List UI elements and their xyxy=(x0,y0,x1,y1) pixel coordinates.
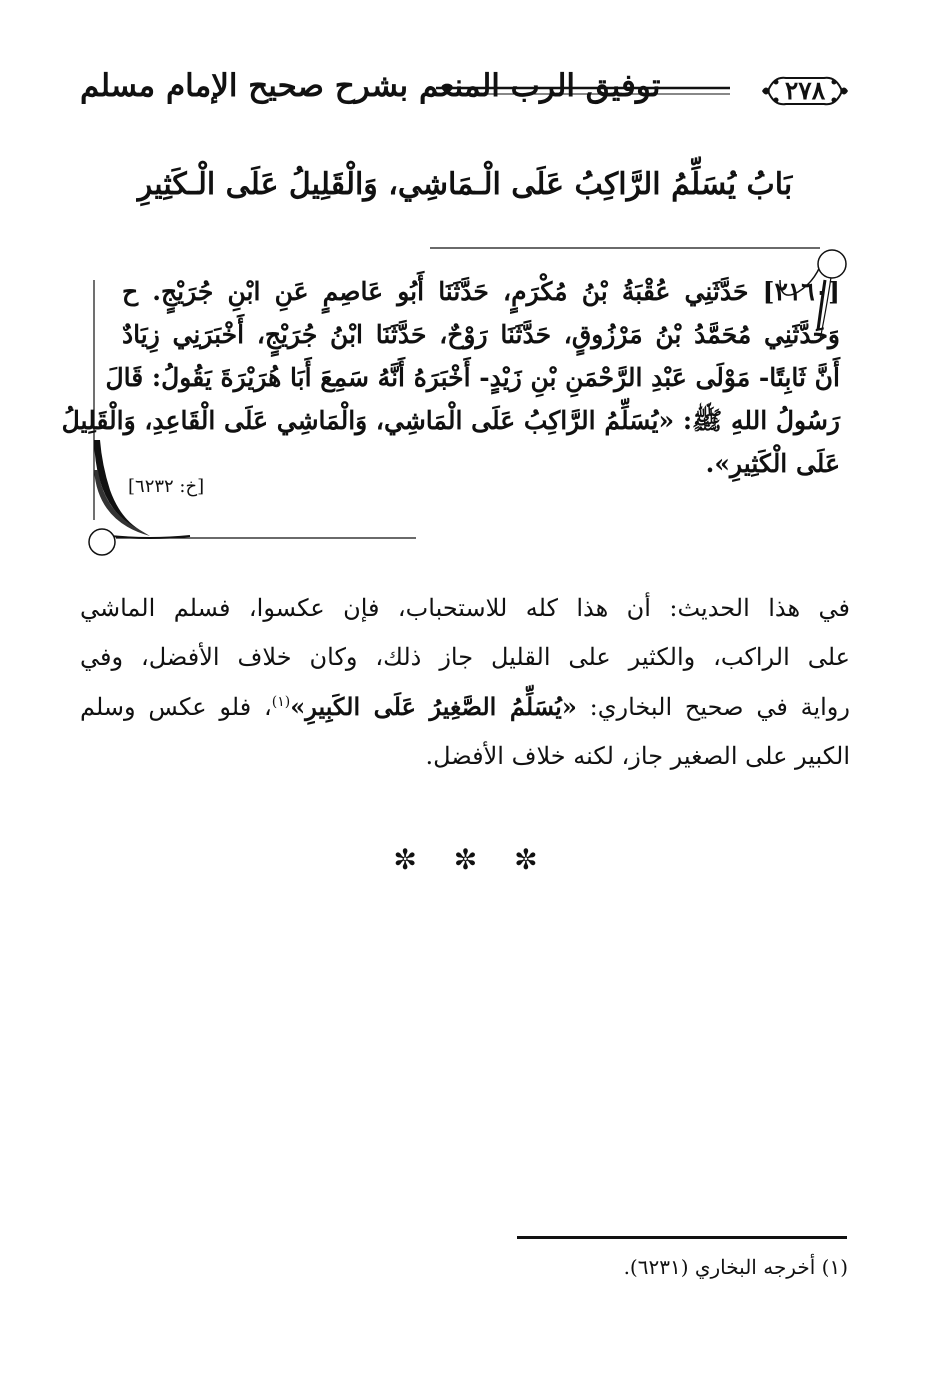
commentary-line: في هذا الحديث: أن هذا كله للاستحباب، فإن عكسوا، فسلم الماشي xyxy=(80,594,850,622)
header-rule xyxy=(436,86,730,96)
hadith-text xyxy=(61,270,840,485)
footnote: (١) أخرجه البخاري (٦٢٣١). xyxy=(623,1255,848,1279)
commentary-line xyxy=(80,682,850,732)
section-separator-stars: ✼ ✼ ✼ xyxy=(393,843,552,876)
commentary-text: ، فلو عكس وسلم xyxy=(80,693,272,721)
hadith-line: أَنَّ ثَابِتًا- مَوْلَى عَبْدِ الرَّحْمَنِ بْنِ زَيْدٍ- أَخْبَرَهُ أَنَّهُ سَمِعَ أَبَا هُرَيْرَةَ يَقُولُ: قَالَ xyxy=(105,363,840,392)
footnote-marker: (١) xyxy=(271,694,291,710)
hadith-line: عَلَى الْكَثِيرِ». xyxy=(705,449,840,478)
hadith-line: وَحَدَّثَنِي مُحَمَّدُ بْنُ مَرْزُوقٍ، حَدَّثَنَا رَوْحٌ، حَدَّثَنَا ابْنُ جُرَيْجٍ، أَخْبَرَنِي زِيَادٌ xyxy=(122,320,840,349)
hadith-line: [٢١٦٠] حَدَّثَنِي عُقْبَةُ بْنُ مُكْرَمٍ، حَدَّثَنَا أَبُو عَاصِمٍ عَنِ ابْنِ جُرَيْجٍ. ح xyxy=(122,277,840,306)
footnote-rule xyxy=(517,1236,847,1239)
page-header xyxy=(80,62,850,120)
commentary xyxy=(80,584,850,781)
hadith-reference: [خ: ٦٢٣٢] xyxy=(128,476,205,497)
quoted-narration: «يُسَلِّمُ الصَّغِيرُ عَلَى الكَبِيرِ» xyxy=(290,692,577,721)
page-number-ornament xyxy=(760,70,850,112)
commentary-line: على الراكب، والكثير على القليل جاز ذلك، وكان خلاف الأفضل، وفي xyxy=(80,643,850,671)
book-title: توفيق الرب المنعم بشرح صحيح الإمام مسلم xyxy=(80,68,661,104)
page-number: ٢٧٨ xyxy=(784,76,826,105)
hadith-line: رَسُولُ اللهِ ﷺ: «يُسَلِّمُ الرَّاكِبُ عَلَى الْمَاشِي، وَالْمَاشِي عَلَى الْقَاعِدِ، وَالْقَلِيلُ xyxy=(61,406,840,435)
commentary-text: رواية في صحيح البخاري: xyxy=(576,693,850,721)
chapter-title: بَابُ يُسَلِّمُ الرَّاكِبُ عَلَى الْـمَاشِي، وَالْقَلِيلُ عَلَى الْـكَثِيرِ xyxy=(137,167,793,202)
commentary-line: الكبير على الصغير جاز، لكنه خلاف الأفضل. xyxy=(425,742,850,770)
